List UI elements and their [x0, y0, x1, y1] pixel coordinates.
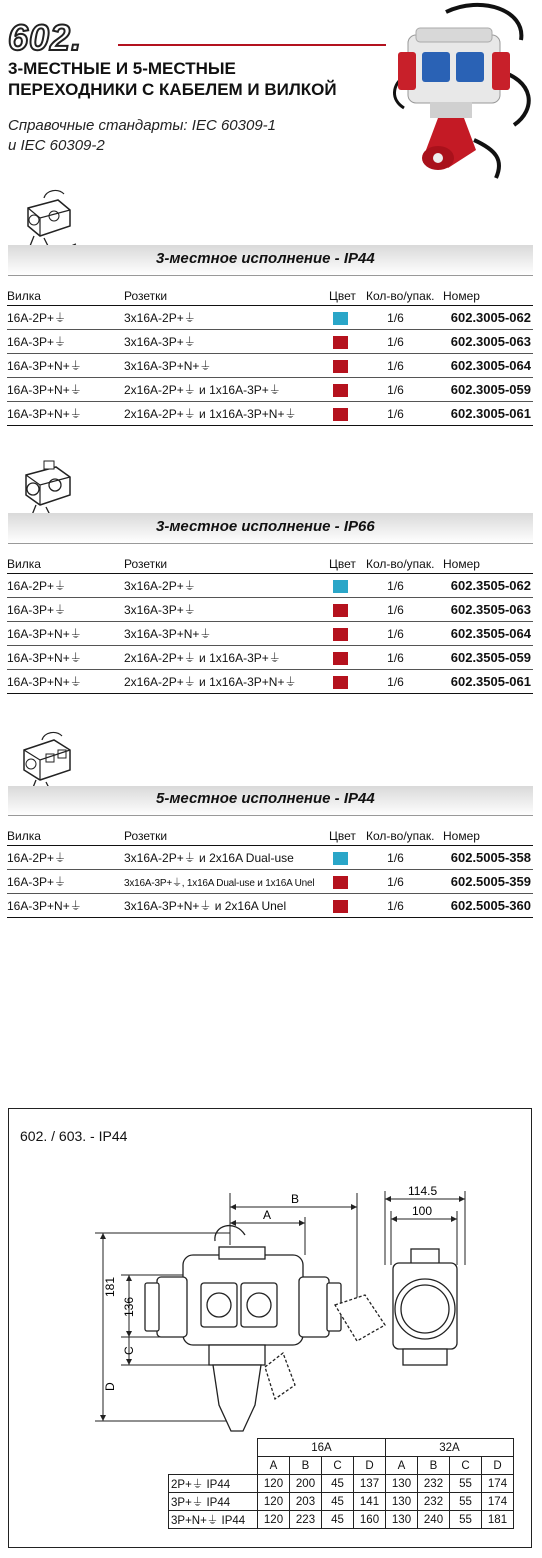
- color-cell: [329, 354, 366, 378]
- col-plug: Вилка: [7, 287, 124, 306]
- number-cell: 602.3005-063: [443, 330, 533, 354]
- qty-cell: 1/6: [366, 402, 443, 426]
- dimensions-table: [168, 1438, 514, 1529]
- plug-cell: 16A-3P+⏚: [7, 330, 124, 354]
- dim-136-label: 136: [122, 1296, 136, 1317]
- dim-114-label: 114.5: [408, 1185, 438, 1198]
- qty-cell: 1/6: [366, 846, 443, 870]
- table-row: [7, 378, 533, 402]
- color-cell: [329, 378, 366, 402]
- color-swatch: [333, 604, 348, 617]
- dim-100-label: 100: [412, 1204, 433, 1218]
- plug-cell: 16A-2P+⏚: [7, 846, 124, 870]
- table-row: [7, 622, 533, 646]
- plug-cell: 16A-3P+N+⏚: [7, 402, 124, 426]
- table-row: [7, 646, 533, 670]
- col-sockets: Розетки: [124, 287, 329, 306]
- section-3-banner-line: [8, 815, 533, 816]
- table-row: 3P+N+⏚ IP44 120 223 45 160 130 240 55 181: [169, 1511, 514, 1529]
- subhead-cell: B: [290, 1457, 322, 1475]
- color-swatch: [333, 312, 348, 325]
- dim-181-label: 181: [103, 1276, 117, 1297]
- col-sockets: Розетки: [124, 555, 329, 574]
- plug-cell: 16A-2P+⏚: [7, 574, 124, 598]
- subhead-cell: B: [418, 1457, 450, 1475]
- sockets-cell: 2x16A-2P+⏚ и 1x16A-3P+⏚: [124, 646, 329, 670]
- subhead-cell: A: [258, 1457, 290, 1475]
- qty-cell: 1/6: [366, 354, 443, 378]
- row-label: 3P+N+⏚ IP44: [169, 1511, 258, 1529]
- plug-cell: 16A-3P+N+⏚: [7, 622, 124, 646]
- color-swatch: [333, 336, 348, 349]
- sockets-cell: 3x16A-3P+N+⏚: [124, 354, 329, 378]
- qty-cell: 1/6: [366, 330, 443, 354]
- color-cell: [329, 870, 366, 894]
- color-cell: [329, 306, 366, 330]
- catalog-code: 602.: [8, 17, 83, 58]
- color-swatch: [333, 360, 348, 373]
- color-cell: [329, 846, 366, 870]
- plug-cell: 16A-3P+N+⏚: [7, 670, 124, 694]
- sockets-cell: 3x16A-3P+⏚, 1x16A Dual-use и 1x16A Unel: [124, 870, 329, 894]
- dim-b-label: B: [291, 1192, 300, 1206]
- qty-cell: 1/6: [366, 646, 443, 670]
- sockets-cell: 2x16A-2P+⏚ и 1x16A-3P+N+⏚: [124, 402, 329, 426]
- col-qty: Кол-во/упак.: [366, 287, 443, 306]
- section-1-table: [7, 287, 533, 426]
- number-cell: 602.5005-359: [443, 870, 533, 894]
- color-cell: [329, 622, 366, 646]
- row-label: 2P+⏚ IP44: [169, 1475, 258, 1493]
- section-2-title: 3-местное исполнение - IP66: [156, 518, 375, 535]
- table-row: [7, 354, 533, 378]
- sockets-cell: 3x16A-2P+⏚ и 2x16A Dual-use: [124, 846, 329, 870]
- col-color: Цвет: [329, 555, 366, 574]
- color-swatch: [333, 384, 348, 397]
- col-number: Номер: [443, 827, 533, 846]
- qty-cell: 1/6: [366, 378, 443, 402]
- number-cell: 602.3505-061: [443, 670, 533, 694]
- table-row: [7, 330, 533, 354]
- dims-group-row: [169, 1439, 514, 1457]
- qty-cell: 1/6: [366, 306, 443, 330]
- section-1-title: 3-местное исполнение - IP44: [156, 250, 375, 267]
- table-header-row: [7, 555, 533, 574]
- page-title: 3-МЕСТНЫЕ И 5-МЕСТНЫЕ ПЕРЕХОДНИКИ С КАБЕЛЕМ И ВИЛКОЙ: [8, 59, 337, 99]
- col-color: Цвет: [329, 827, 366, 846]
- color-swatch: [333, 876, 348, 889]
- sockets-cell: 3x16A-3P+⏚: [124, 598, 329, 622]
- table-row: [7, 574, 533, 598]
- table-row: 3P+⏚ IP44 120 203 45 141 130 232 55 174: [169, 1493, 514, 1511]
- section-3-title: 5-местное исполнение - IP44: [156, 790, 375, 807]
- color-swatch: [333, 652, 348, 665]
- sockets-cell: 3x16A-3P+N+⏚: [124, 622, 329, 646]
- color-cell: [329, 670, 366, 694]
- sockets-cell: 2x16A-2P+⏚ и 1x16A-3P+N+⏚: [124, 670, 329, 694]
- dim-c-label: C: [122, 1346, 136, 1355]
- number-cell: 602.3005-064: [443, 354, 533, 378]
- color-swatch: [333, 628, 348, 641]
- qty-cell: 1/6: [366, 870, 443, 894]
- color-cell: [329, 646, 366, 670]
- col-qty: Кол-во/упак.: [366, 555, 443, 574]
- color-cell: [329, 330, 366, 354]
- qty-cell: 1/6: [366, 574, 443, 598]
- subhead-cell: A: [386, 1457, 418, 1475]
- table-row: [7, 670, 533, 694]
- number-cell: 602.5005-360: [443, 894, 533, 918]
- table-row: [7, 306, 533, 330]
- title-rule: [118, 44, 386, 46]
- col-number: Номер: [443, 555, 533, 574]
- number-cell: 602.3505-062: [443, 574, 533, 598]
- subhead-cell: D: [482, 1457, 514, 1475]
- table-header-row: [7, 287, 533, 306]
- sockets-cell: 3x16A-3P+⏚: [124, 330, 329, 354]
- group-16a: 16A: [258, 1439, 386, 1457]
- color-cell: [329, 598, 366, 622]
- color-swatch: [333, 900, 348, 913]
- table-row: 2P+⏚ IP44 120 200 45 137 130 232 55 174: [169, 1475, 514, 1493]
- subhead-cell: C: [322, 1457, 354, 1475]
- plug-cell: 16A-3P+N+⏚: [7, 354, 124, 378]
- number-cell: 602.3005-062: [443, 306, 533, 330]
- plug-cell: 16A-3P+N+⏚: [7, 378, 124, 402]
- section-2-table: [7, 555, 533, 694]
- table-header-row: [7, 827, 533, 846]
- plug-cell: 16A-3P+⏚: [7, 870, 124, 894]
- sockets-cell: 3x16A-3P+N+⏚ и 2x16A Unel: [124, 894, 329, 918]
- table-row: [7, 598, 533, 622]
- product-photo: [386, 0, 536, 180]
- dims-subhead-row: [169, 1457, 514, 1475]
- qty-cell: 1/6: [366, 894, 443, 918]
- plug-cell: 16A-2P+⏚: [7, 306, 124, 330]
- number-cell: 602.5005-358: [443, 846, 533, 870]
- dimension-drawing: [95, 1185, 515, 1435]
- group-32a: 32A: [386, 1439, 514, 1457]
- subhead-cell: C: [450, 1457, 482, 1475]
- number-cell: 602.3505-063: [443, 598, 533, 622]
- color-swatch: [333, 408, 348, 421]
- sockets-cell: 2x16A-2P+⏚ и 1x16A-3P+⏚: [124, 378, 329, 402]
- plug-cell: 16A-3P+N+⏚: [7, 646, 124, 670]
- number-cell: 602.3005-059: [443, 378, 533, 402]
- col-sockets: Розетки: [124, 827, 329, 846]
- table-row: [7, 402, 533, 426]
- table-row: [7, 870, 533, 894]
- qty-cell: 1/6: [366, 670, 443, 694]
- section-3-table: [7, 827, 533, 918]
- col-color: Цвет: [329, 287, 366, 306]
- dim-a-label: A: [263, 1208, 272, 1222]
- section-2-banner-line: [8, 543, 533, 544]
- col-qty: Кол-во/упак.: [366, 827, 443, 846]
- dim-d-label: D: [103, 1382, 117, 1391]
- color-cell: [329, 402, 366, 426]
- color-swatch: [333, 580, 348, 593]
- row-label: 3P+⏚ IP44: [169, 1493, 258, 1511]
- sockets-cell: 3x16A-2P+⏚: [124, 574, 329, 598]
- section-1-banner-line: [8, 275, 533, 276]
- color-cell: [329, 574, 366, 598]
- standards-note: Справочные стандарты: IEC 60309-1 и IEC 60309-2: [8, 117, 276, 154]
- col-plug: Вилка: [7, 827, 124, 846]
- qty-cell: 1/6: [366, 598, 443, 622]
- plug-cell: 16A-3P+N+⏚: [7, 894, 124, 918]
- color-swatch: [333, 852, 348, 865]
- table-row: [7, 846, 533, 870]
- drawing-title: 602. / 603. - IP44: [20, 1128, 128, 1144]
- table-row: [7, 894, 533, 918]
- sockets-cell: 3x16A-2P+⏚: [124, 306, 329, 330]
- plug-cell: 16A-3P+⏚: [7, 598, 124, 622]
- qty-cell: 1/6: [366, 622, 443, 646]
- number-cell: 602.3005-061: [443, 402, 533, 426]
- color-swatch: [333, 676, 348, 689]
- color-cell: [329, 894, 366, 918]
- col-plug: Вилка: [7, 555, 124, 574]
- subhead-cell: D: [354, 1457, 386, 1475]
- number-cell: 602.3505-064: [443, 622, 533, 646]
- number-cell: 602.3505-059: [443, 646, 533, 670]
- col-number: Номер: [443, 287, 533, 306]
